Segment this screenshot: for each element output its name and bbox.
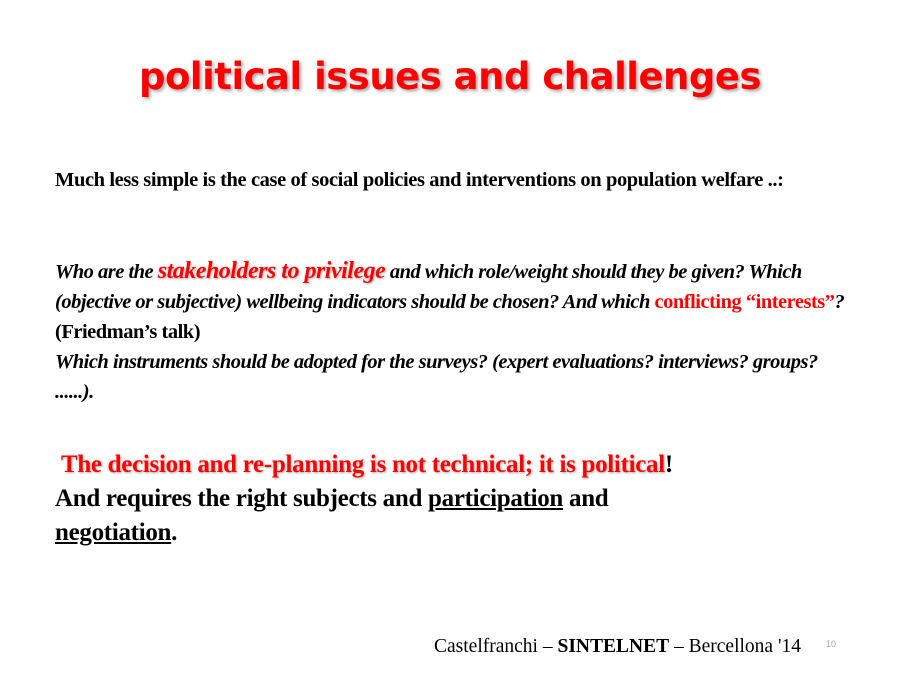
stakeholders-highlight: stakeholders to privilege bbox=[157, 258, 386, 284]
footer-author: Castelfranchi – bbox=[434, 636, 558, 657]
slide-footer bbox=[434, 636, 801, 658]
instruments-text: Which instruments should be adopted for the surveys? (expert evaluations? interviews? groups? ......). bbox=[55, 351, 818, 403]
questions-paragraph bbox=[55, 256, 855, 407]
friedman-talk-text: (Friedman’s talk) bbox=[55, 321, 201, 343]
negotiation-underlined: negotiation bbox=[55, 519, 172, 546]
requires-text: And requires the right subjects and bbox=[55, 485, 429, 512]
slide-title: political issues and challenges bbox=[139, 55, 761, 98]
intro-paragraph: Much less simple is the case of social policies and interventions on population welfare ..: bbox=[55, 169, 784, 191]
footer-place: – Bercellona '14 bbox=[669, 636, 801, 657]
conflicting-interests-highlight: conflicting “interests” bbox=[654, 291, 835, 313]
role-weight-text: and which role/weight should they be given? Which (objective or subjective) wellbeing indicators should be chosen? And which bbox=[55, 261, 802, 313]
final-period: . bbox=[171, 519, 178, 546]
conclusion-paragraph bbox=[55, 448, 875, 550]
question-mark: ? bbox=[834, 291, 845, 313]
participation-underlined: participation bbox=[428, 485, 564, 512]
decision-highlight: The decision and re-planning is not technical; it is political bbox=[60, 451, 665, 478]
footer-project: SINTELNET bbox=[557, 636, 670, 657]
who-are-the-text: Who are the bbox=[55, 261, 158, 283]
and-text: and bbox=[563, 485, 609, 512]
page-number: 10 bbox=[826, 639, 837, 649]
exclamation-mark: ! bbox=[664, 451, 673, 478]
